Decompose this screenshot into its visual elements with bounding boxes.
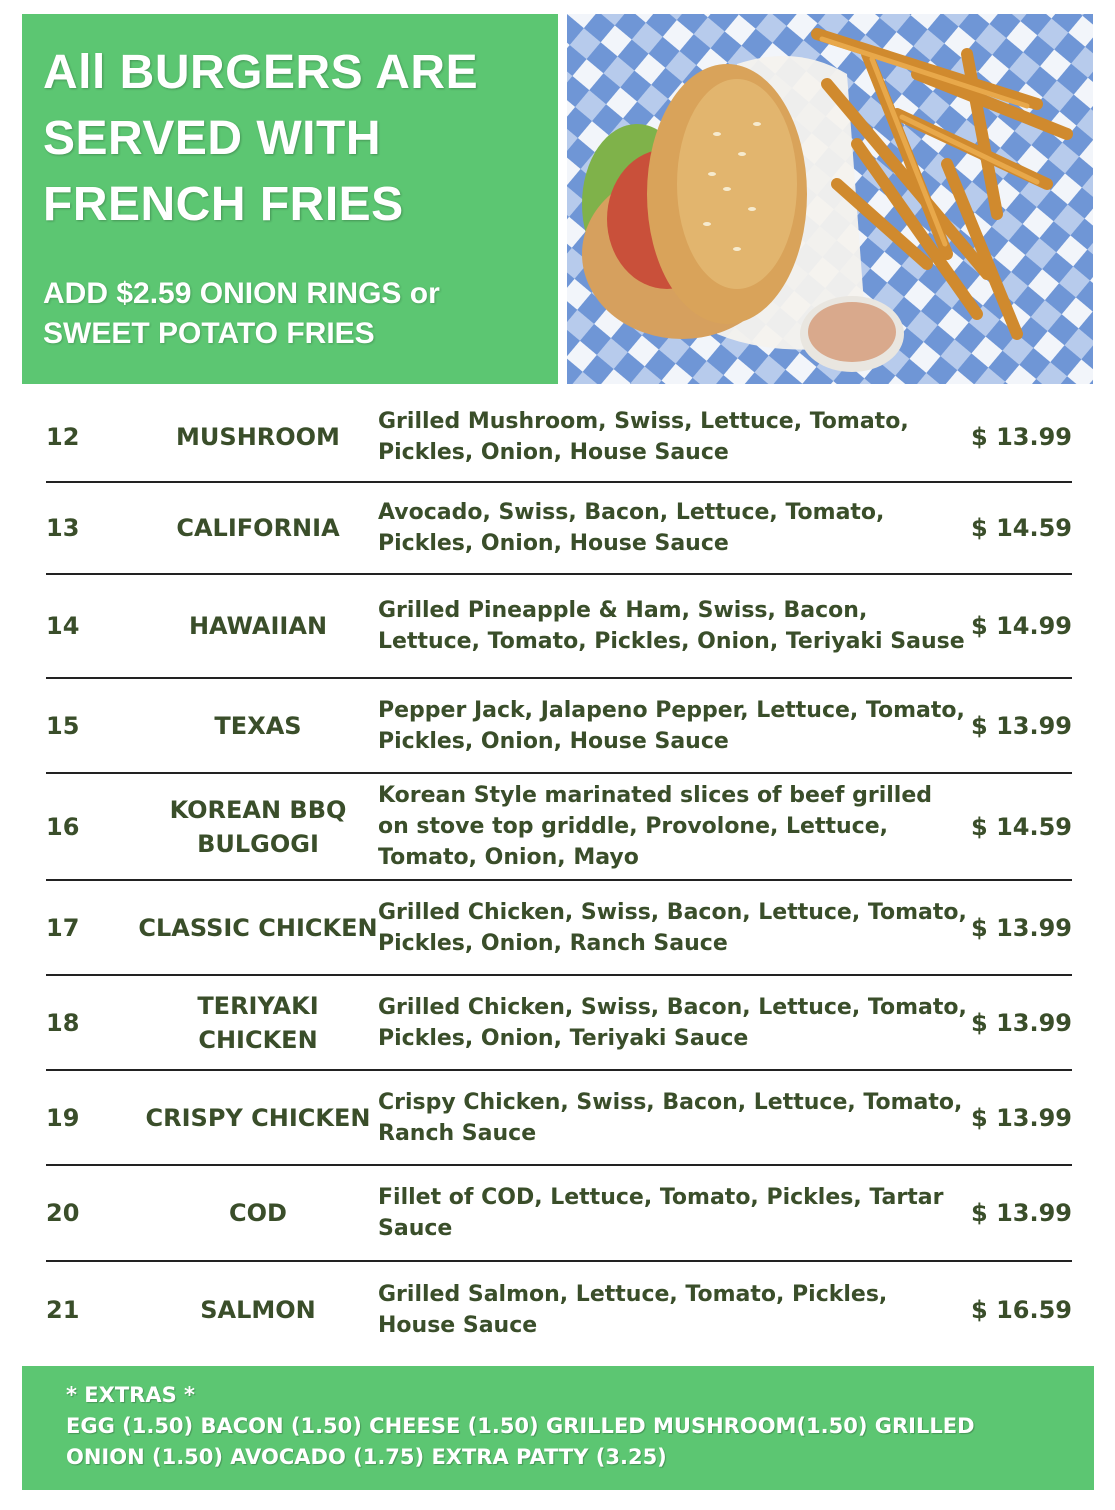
item-price: $ 13.99 [968, 975, 1072, 1070]
menu-row-20 [46, 1165, 1072, 1261]
item-price: $ 13.99 [968, 392, 1072, 482]
item-name: KOREAN BBQ BULGOGI [138, 773, 378, 880]
item-name: SALMON [200, 1295, 316, 1324]
item-price: $ 13.99 [968, 1165, 1072, 1261]
menu-row-15 [46, 678, 1072, 773]
item-description: Pepper Jack, Jalapeno Pepper, Lettuce, Tomato, Pickles, Onion, House Sauce [378, 678, 968, 773]
extras-banner [22, 1366, 1094, 1490]
item-name: TEXAS [138, 678, 378, 773]
burger-menu-table [46, 392, 1072, 1357]
item-description: Crispy Chicken, Swiss, Bacon, Lettuce, Tomato, Ranch Sauce [378, 1070, 968, 1165]
item-description: Grilled Chicken, Swiss, Bacon, Lettuce, Tomato, Pickles, Onion, Ranch Sauce [378, 880, 968, 975]
hero-title: All BURGERS ARE SERVED WITH FRENCH FRIES [43, 46, 479, 231]
item-price: $ 13.99 [968, 1070, 1072, 1165]
item-name: HAWAIIAN [138, 574, 378, 678]
item-price: $ 14.99 [968, 574, 1072, 678]
menu-row-17 [46, 880, 1072, 975]
item-description: Grilled Pineapple & Ham, Swiss, Bacon, Lettuce, Tomato, Pickles, Onion, Teriyaki Sause [378, 574, 968, 678]
menu-row-14 [46, 574, 1072, 678]
item-description: Avocado, Swiss, Bacon, Lettuce, Tomato, Pickles, Onion, House Sauce [378, 482, 968, 574]
item-number: 12 [46, 392, 138, 482]
menu-row-21 [46, 1261, 1072, 1357]
menu-row-16 [46, 773, 1072, 880]
item-name: CLASSIC CHICKEN [138, 880, 378, 975]
item-name: MUSHROOM [138, 392, 378, 482]
extras-list: EGG (1.50) BACON (1.50) CHEESE (1.50) GRILLED MUSHROOM(1.50) GRILLED ONION (1.50) AVOCADO (1.75) EXTRA PATTY (3.25) [66, 1414, 975, 1469]
item-description: Fillet of COD, Lettuce, Tomato, Pickles, Tartar Sauce [378, 1165, 968, 1261]
item-number: 15 [46, 678, 138, 773]
item-name: CRISPY CHICKEN [138, 1070, 378, 1165]
item-number: 14 [46, 574, 138, 678]
item-name: COD [138, 1165, 378, 1261]
hero-addon-note: ADD $2.59 ONION RINGS or SWEET POTATO FRIES [43, 277, 440, 350]
item-price: $ 14.59 [968, 482, 1072, 574]
item-description: Korean Style marinated slices of beef grilled on stove top griddle, Provolone, Lettuce, Tomato, Onion, Mayo [378, 773, 968, 880]
menu-row-19 [46, 1070, 1072, 1165]
item-number: 13 [46, 482, 138, 574]
item-name: CALIFORNIA [138, 482, 378, 574]
item-description: Grilled Chicken, Swiss, Bacon, Lettuce, Tomato, Pickles, Onion, Teriyaki Sauce [378, 975, 968, 1070]
extras-heading: * EXTRAS * [66, 1383, 195, 1407]
item-number: 17 [46, 880, 138, 975]
item-description: Grilled Mushroom, Swiss, Lettuce, Tomato, Pickles, Onion, House Sauce [378, 392, 968, 482]
item-price: $ 16.59 [971, 1295, 1072, 1324]
item-price: $ 13.99 [968, 880, 1072, 975]
menu-row-12 [46, 392, 1072, 482]
item-number: 18 [46, 975, 138, 1070]
item-price: $ 13.99 [968, 678, 1072, 773]
item-number: 19 [46, 1070, 138, 1165]
item-price: $ 14.59 [968, 773, 1072, 880]
item-description: Grilled Salmon, Lettuce, Tomato, Pickles, House Sauce [378, 1281, 888, 1338]
hero-banner [22, 14, 558, 384]
burger-photo [567, 14, 1093, 384]
item-name: TERIYAKI CHICKEN [138, 975, 378, 1070]
menu-row-18 [46, 975, 1072, 1070]
item-number: 16 [46, 773, 138, 880]
menu-row-13 [46, 482, 1072, 574]
item-number: 21 [46, 1295, 80, 1324]
item-number: 20 [46, 1165, 138, 1261]
